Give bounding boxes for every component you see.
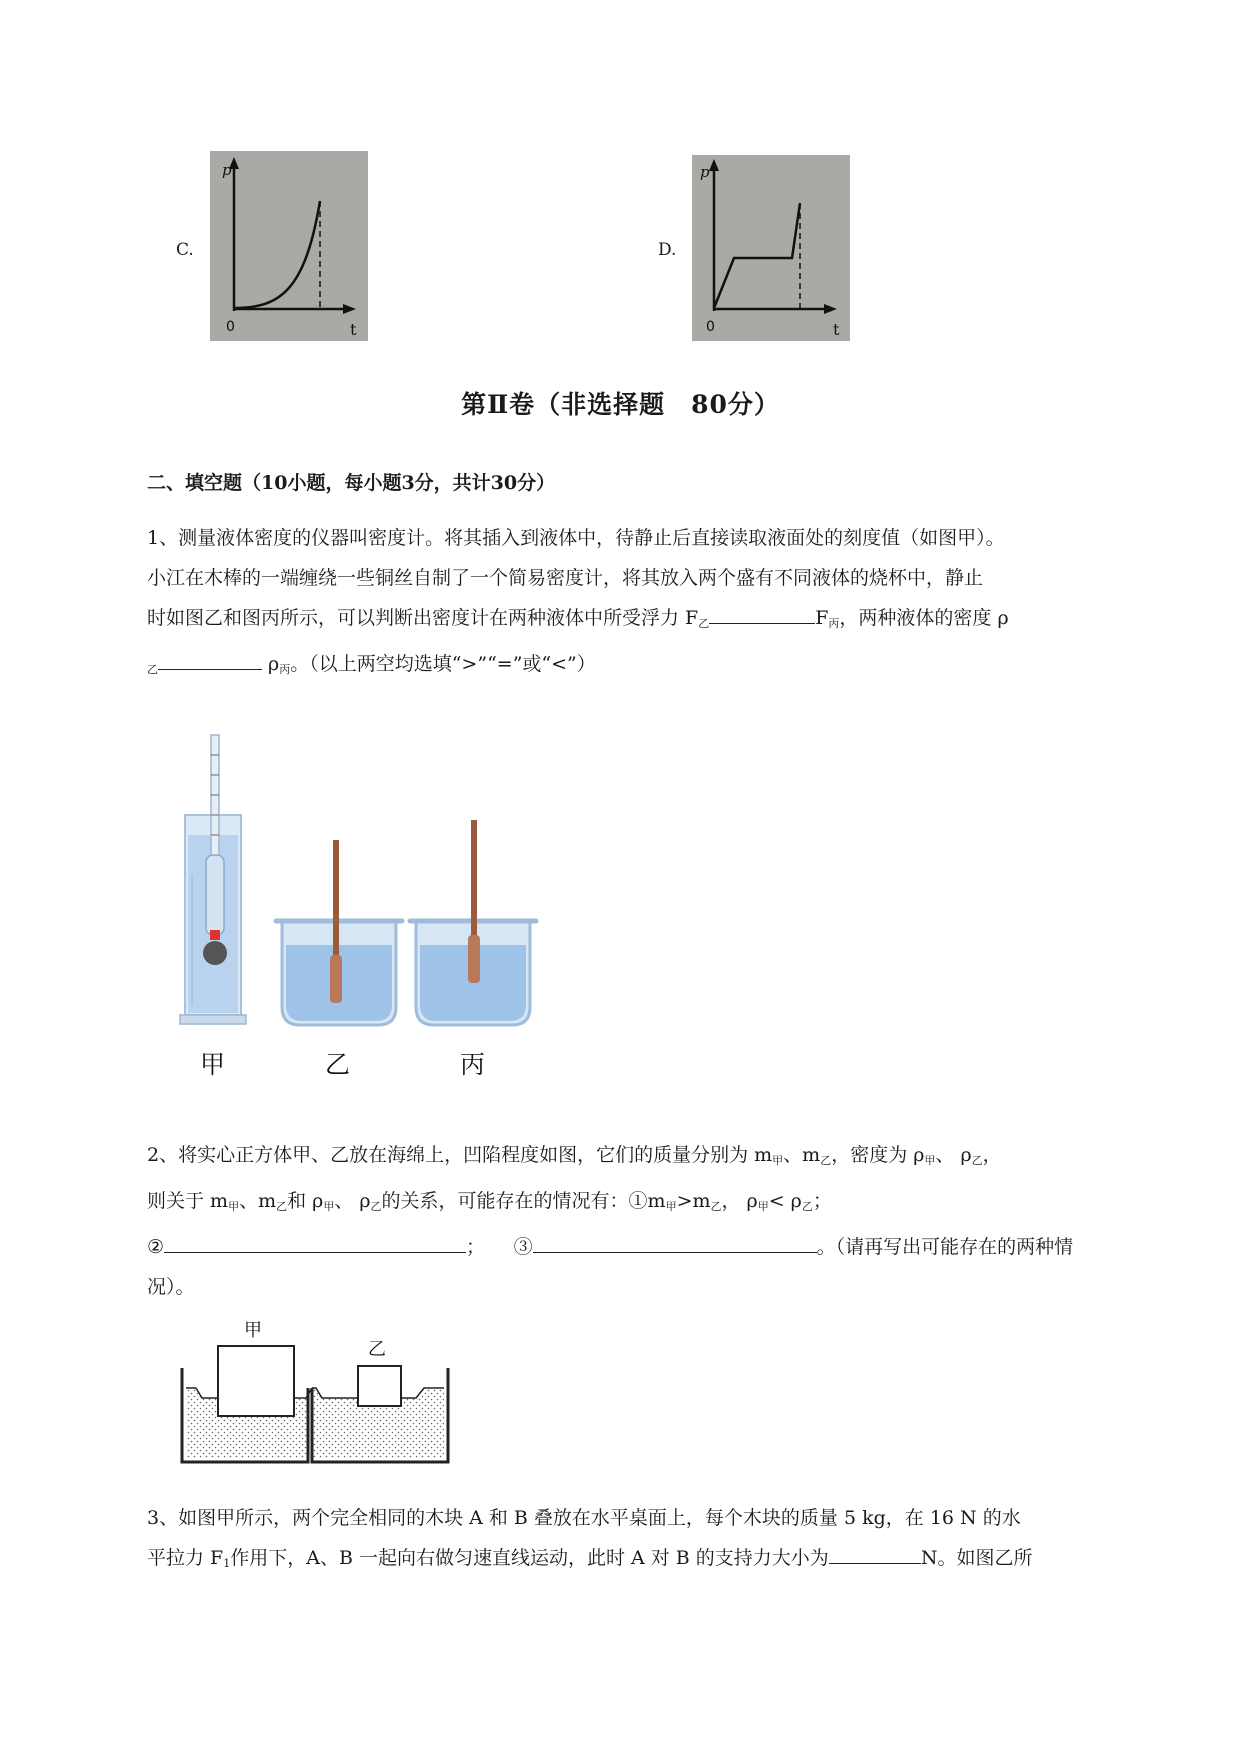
beaker-yi (276, 840, 402, 1025)
cube-jia (218, 1346, 294, 1416)
cube-label-yi: 乙 (368, 1339, 386, 1360)
figure-label-yi: 乙 (325, 1050, 351, 1079)
answer-blank-5[interactable] (829, 1541, 921, 1564)
option-c-label: C. (176, 240, 194, 260)
answer-blank-2[interactable] (158, 647, 262, 670)
option-c-graph (210, 151, 368, 341)
axis-zero-label: 0 (706, 319, 715, 335)
answer-blank-1[interactable] (709, 601, 815, 624)
option-d-label: D. (658, 240, 677, 260)
q3-line-2: 平拉力 $F_1$作用下，A、B 一起向右做匀速直线运动，此时 A 对 B 的支持力大小为 N。如图乙所 (147, 1538, 1157, 1584)
q2-line-4: 况）。 (147, 1276, 195, 1298)
axis-p-label: p (700, 163, 710, 181)
figure-label-jia: 甲 (200, 1050, 226, 1079)
figure-label-bing: 丙 (460, 1050, 486, 1079)
sponge-figure (178, 1308, 458, 1470)
section-title: 第Ⅱ卷（非选择题 80分） (461, 390, 780, 419)
axis-t-label: t (833, 320, 840, 339)
option-d-graph (692, 155, 850, 341)
q1-line-1: 1、测量液体密度的仪器叫密度计。将其插入到液体中，待静止后直接读取液面处的刻度值（如图甲）。 (147, 527, 1005, 549)
axis-t-label: t (350, 320, 357, 339)
beaker-bing (410, 820, 536, 1025)
question-2 (147, 1135, 1157, 1307)
q2-line-2: 则关于 $m_甲$、$m_乙$和 $\rho_甲$、 $\rho_乙$的关系，可能存在的情况有：$①m_甲>m_乙$， $\rho_甲< \rho_乙$； (147, 1190, 832, 1213)
q2-line-3: ② ； ③ 。（请再写出可能存在的两种情 (147, 1227, 1157, 1267)
axis-p-label: p (222, 161, 232, 179)
q1-line-4: $_乙$ $\rho_丙$。（以上两空均选填“>”“=”或“<”） (147, 644, 1157, 690)
density-meter-figure (170, 725, 550, 1085)
question-3 (147, 1498, 1157, 1584)
q3-line-1: 3、如图甲所示，两个完全相同的木块 A 和 B 叠放在水平桌面上，每个木块的质量 5 kg，在 16 N 的水 (147, 1507, 1021, 1529)
cube-label-jia: 甲 (244, 1320, 262, 1341)
answer-blank-4[interactable] (533, 1230, 817, 1253)
fill-in-section-title: 二、填空题（10小题，每小题3分，共计30分） (147, 472, 556, 494)
cube-yi (358, 1366, 401, 1406)
q1-line-3: 时如图乙和图丙所示，可以判断出密度计在两种液体中所受浮力 $F_乙$ $F_丙$，两种液体的密度 ρ (147, 598, 1157, 644)
graduated-cylinder-jia (180, 735, 246, 1024)
answer-blank-3[interactable] (164, 1230, 466, 1253)
q2-line-1: 2、将实心正方体甲、乙放在海绵上，凹陷程度如图，它们的质量分别为 $m_甲$、$m_乙$，密度为 $\rho_甲$、 $\rho_乙$， (147, 1144, 1002, 1167)
q1-line-2: 小江在木棒的一端缠绕一些铜丝自制了一个简易密度计，将其放入两个盛有不同液体的烧杯中，静止 (147, 567, 984, 589)
question-1 (147, 518, 1157, 690)
axis-zero-label: 0 (226, 319, 235, 335)
